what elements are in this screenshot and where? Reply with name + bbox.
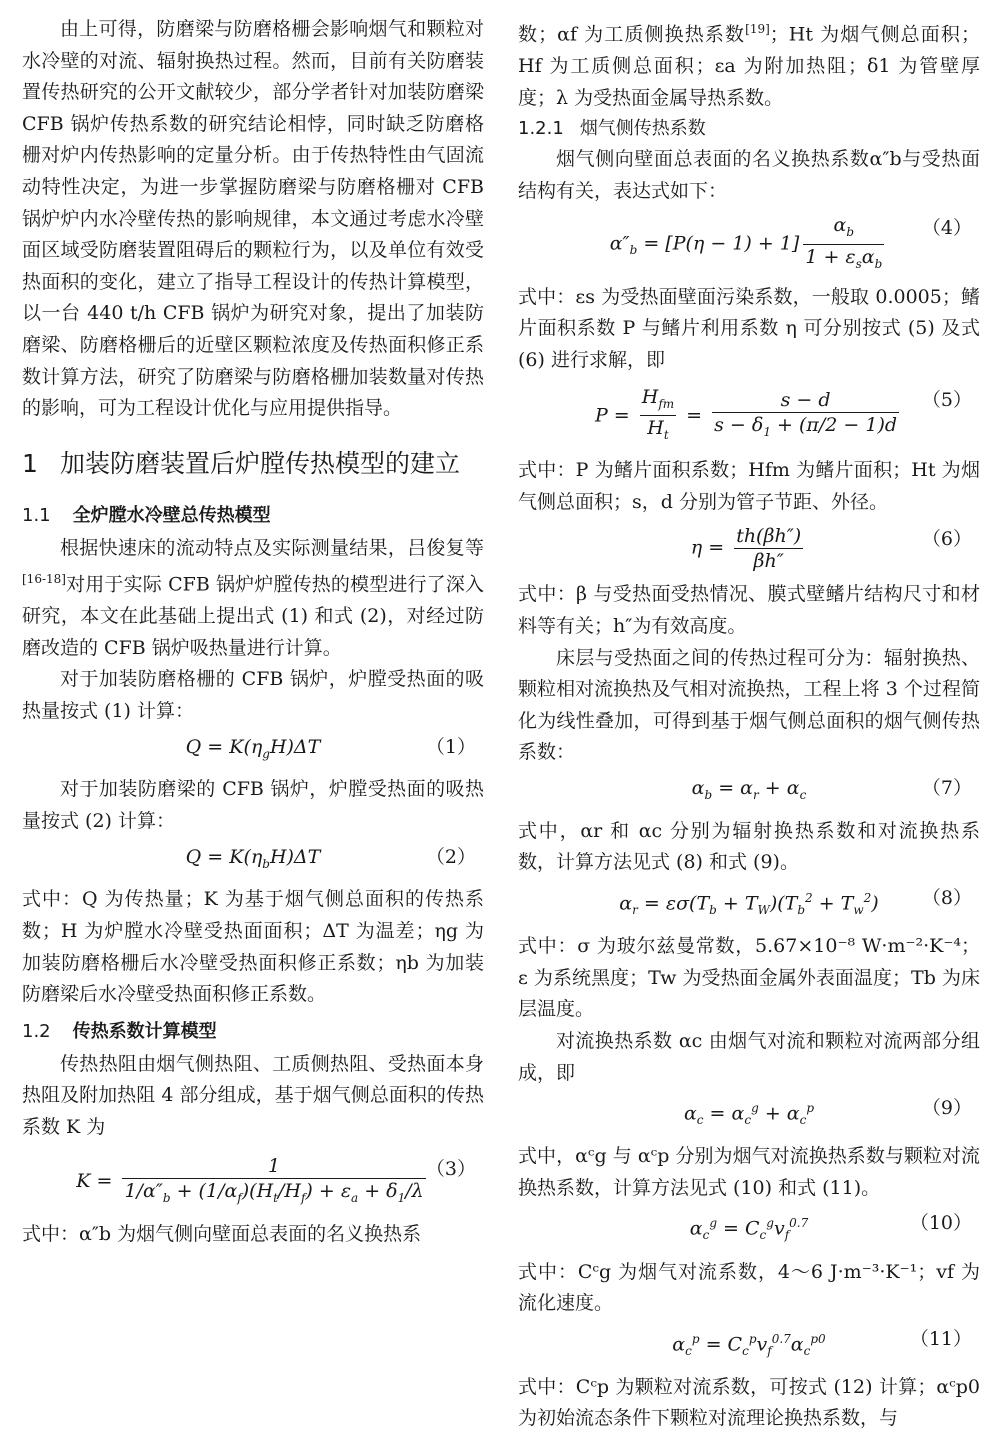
equation-3-definitions: 式中：α″b 为烟气侧向壁面总表面的名义换热系 (22, 1223, 422, 1246)
section-1-title: 加装防磨装置后炉膛传热模型的建立 (60, 448, 461, 478)
section-1-2-1-heading: 1.2.1 烟气侧传热系数 (518, 118, 706, 140)
equation-4-number: （4） (921, 217, 972, 240)
equation-8-number: （8） (921, 887, 972, 909)
equation-11: $\alpha_c^p = C_c^pv_f^{0.7}\alpha_c^{p0}$ （11） (518, 1324, 980, 1366)
equation-8: $\alpha_r = \varepsilon\sigma(T_b + T_W)(T_b^2 + T_w^2)$ （8） (518, 883, 980, 925)
equation-6-number: （6） (921, 528, 972, 551)
paragraph-convection: 对流换热系数 αc 由烟气对流和颗粒对流两部分组成，即 (518, 1029, 980, 1084)
section-1-2-heading: 1.2 传热系数计算模型 (22, 1020, 217, 1042)
equation-8-definitions: 式中：σ 为玻尔兹曼常数，5.67×10⁻⁸ W·m⁻²·K⁻⁴；ε 为系统黑度；Tw 为受热面金属外表面温度；Tb 为床层温度。 (518, 935, 980, 1021)
paragraph-1-2-a: 传热热阻由烟气侧热阻、工质侧热阻、受热面本身热阻及附加热阻 4 部分组成，基于烟气侧总面积的传热系数 K 为 (22, 1052, 484, 1138)
equation-9-number: （9） (921, 1097, 972, 1120)
equation-4: $\alpha''_b = [P(\eta - 1) + 1]$ $\frac{\alpha_b}{1 + \varepsilon_s\alpha_b}$ （4） (518, 213, 980, 276)
section-1-number: 1 (22, 448, 38, 478)
equation-7: $\alpha_b = \alpha_r + \alpha_c$ （7） (518, 773, 980, 810)
equation-9: $\alpha_c = \alpha_c^g + \alpha_c^p$ （9） (518, 1093, 980, 1135)
equation-5-definitions: 式中：P 为鳍片面积系数；Hfm 为鳍片面积；Ht 为烟气侧总面积；s，d 分别为管子节距、外径。 (518, 459, 980, 513)
paragraph-1-1-c: 对于加装防磨梁的 CFB 锅炉，炉膛受热面的吸热量按式 (2) 计算： (22, 778, 484, 832)
equation-10-definitions: 式中：Cᶜg 为烟气对流系数，4～6 J·m⁻³·K⁻¹；vf 为流化速度。 (518, 1260, 980, 1315)
equation-2-definitions: 式中：Q 为传热量；K 为基于烟气侧总面积的传热系数；H 为炉膛水冷壁受热面面积；ΔT 为温差；ηg 为加装防磨格栅后水冷壁受热面积修正系数；ηb 为加装防磨梁后水冷壁受热面积修正系数。 (22, 888, 484, 1006)
section-1-heading (22, 447, 484, 481)
section-1-1-heading: 1.1 全炉膛水冷壁总传热模型 (22, 504, 271, 526)
equation-6: η = $\frac{th(\beta h'')}{\beta h''}$ （6） (690, 525, 972, 573)
equation-9-definitions: 式中，αᶜg 与 αᶜp 分别为烟气对流换热系数与颗粒对流换热系数，计算方法见式 (10) 和式 (11)。 (518, 1145, 980, 1199)
equation-6-definitions: 式中：β 与受热面受热情况、膜式壁鳍片结构尺寸和材料等有关；h″为有效高度。 (518, 583, 980, 638)
equation-11-definitions: 式中：Cᶜp 为颗粒对流系数，可按式 (12) 计算；αᶜp0 为初始流态条件下颗粒对流理论换热系数，与 (518, 1375, 980, 1430)
equation-7-number: （7） (921, 777, 972, 800)
citation-16-18: [16-18] (22, 572, 66, 587)
left-column (22, 14, 484, 1251)
right-column (518, 14, 980, 1435)
equation-5: P = $\frac{H_{fm}}{H_t}$ = $\frac{s - d}{s - \delta_1 + (\pi/2 - 1)d}$ （5） (518, 385, 980, 448)
equation-1-number: （1） (425, 735, 476, 758)
equation-7-definitions: 式中，αr 和 αc 分别为辐射换热系数和对流换热系数，计算方法见式 (8) 和式 (9)。 (518, 819, 980, 874)
equation-5-number: （5） (921, 388, 972, 411)
equation-1: $Q = K(\eta_gH)\Delta T$ （1） (22, 732, 484, 769)
citation-19: [19] (745, 22, 770, 36)
equation-3: K = $\frac{1}{1/\alpha''_b + (1/\alpha_f)(H_t/H_f) + \varepsilon_a + \delta_1/\lambda}$ （3） (22, 1154, 484, 1210)
equation-10: $\alpha_c^g = C_c^gv_f^{0.7}$ （10） (518, 1208, 980, 1250)
intro-paragraph: 由上可得，防磨梁与防磨格栅会影响烟气和颗粒对水冷壁的对流、辐射换热过程。然而，目前有关防磨装置传热研究的公开文献较少，部分学者针对加装防磨梁 CFB 锅炉传热系数的研究结论相悖，同时缺乏防磨格栅对炉内传热影响的定量分析。由于传热特性由气固流动特性决定，为进一步掌握防磨梁与防磨格栅对 CFB 锅炉炉内水冷壁传热的影响规律，本文通过考虑水冷壁面区域受防磨装置阻碍后的颗粒行为，以及单位有效受热面积的变化，建立了指导工程设计的传热计算模型，以一台 440 t/h CFB 锅炉为研究对象，提出了加装防磨梁、防磨格栅后的近壁区颗粒浓度及传热面积修正系数计算方法，研究了防磨梁与防磨格栅加装数量对传热的影响，可为工程设计优化与应用提供指导。 (22, 18, 484, 420)
equation-10-number: （10） (909, 1212, 972, 1235)
equation-3-definitions-continued: 数；αf 为工质侧换热系数[19]；Ht 为烟气侧总面积；Hf 为工质侧总面积；εa 为附加热阻；δ1 为管壁厚度；λ 为受热面金属导热系数。 (518, 22, 981, 109)
equation-4-definitions: 式中：εs 为受热面壁面污染系数，一般取 0.0005；鳍片面积系数 P 与鳍片利用系数 η 可分别按式 (5) 及式 (6) 进行求解，即 (518, 285, 980, 372)
paragraph-bed-heat-transfer: 床层与受热面之间的传热过程可分为：辐射换热、颗粒相对流换热及气相对流换热，工程上将 3 个过程简化为线性叠加，可得到基于烟气侧总面积的烟气侧传热系数： (518, 646, 980, 764)
equation-2-number: （2） (425, 845, 476, 868)
paragraph-1-1-a: 根据快速床的流动特点及实际测量结果，吕俊复等[16-18]对用于实际 CFB 锅炉炉膛传热的模型进行了深入研究，本文在此基础上提出式 (1) 和式 (2)，对经过防磨改造的 CFB 锅炉吸热量进行计算。 (22, 536, 484, 659)
paragraph-1-1-b: 对于加装防磨格栅的 CFB 锅炉，炉膛受热面的吸热量按式 (1) 计算： (22, 668, 484, 723)
paragraph-1-2-1-a: 烟气侧向壁面总表面的名义换热系数α″b与受热面结构有关，表达式如下： (518, 148, 980, 202)
equation-11-number: （11） (909, 1327, 972, 1350)
equation-2: $Q = K(\eta_bH)\Delta T$ （2） (22, 842, 484, 879)
equation-3-number: （3） (425, 1157, 476, 1180)
